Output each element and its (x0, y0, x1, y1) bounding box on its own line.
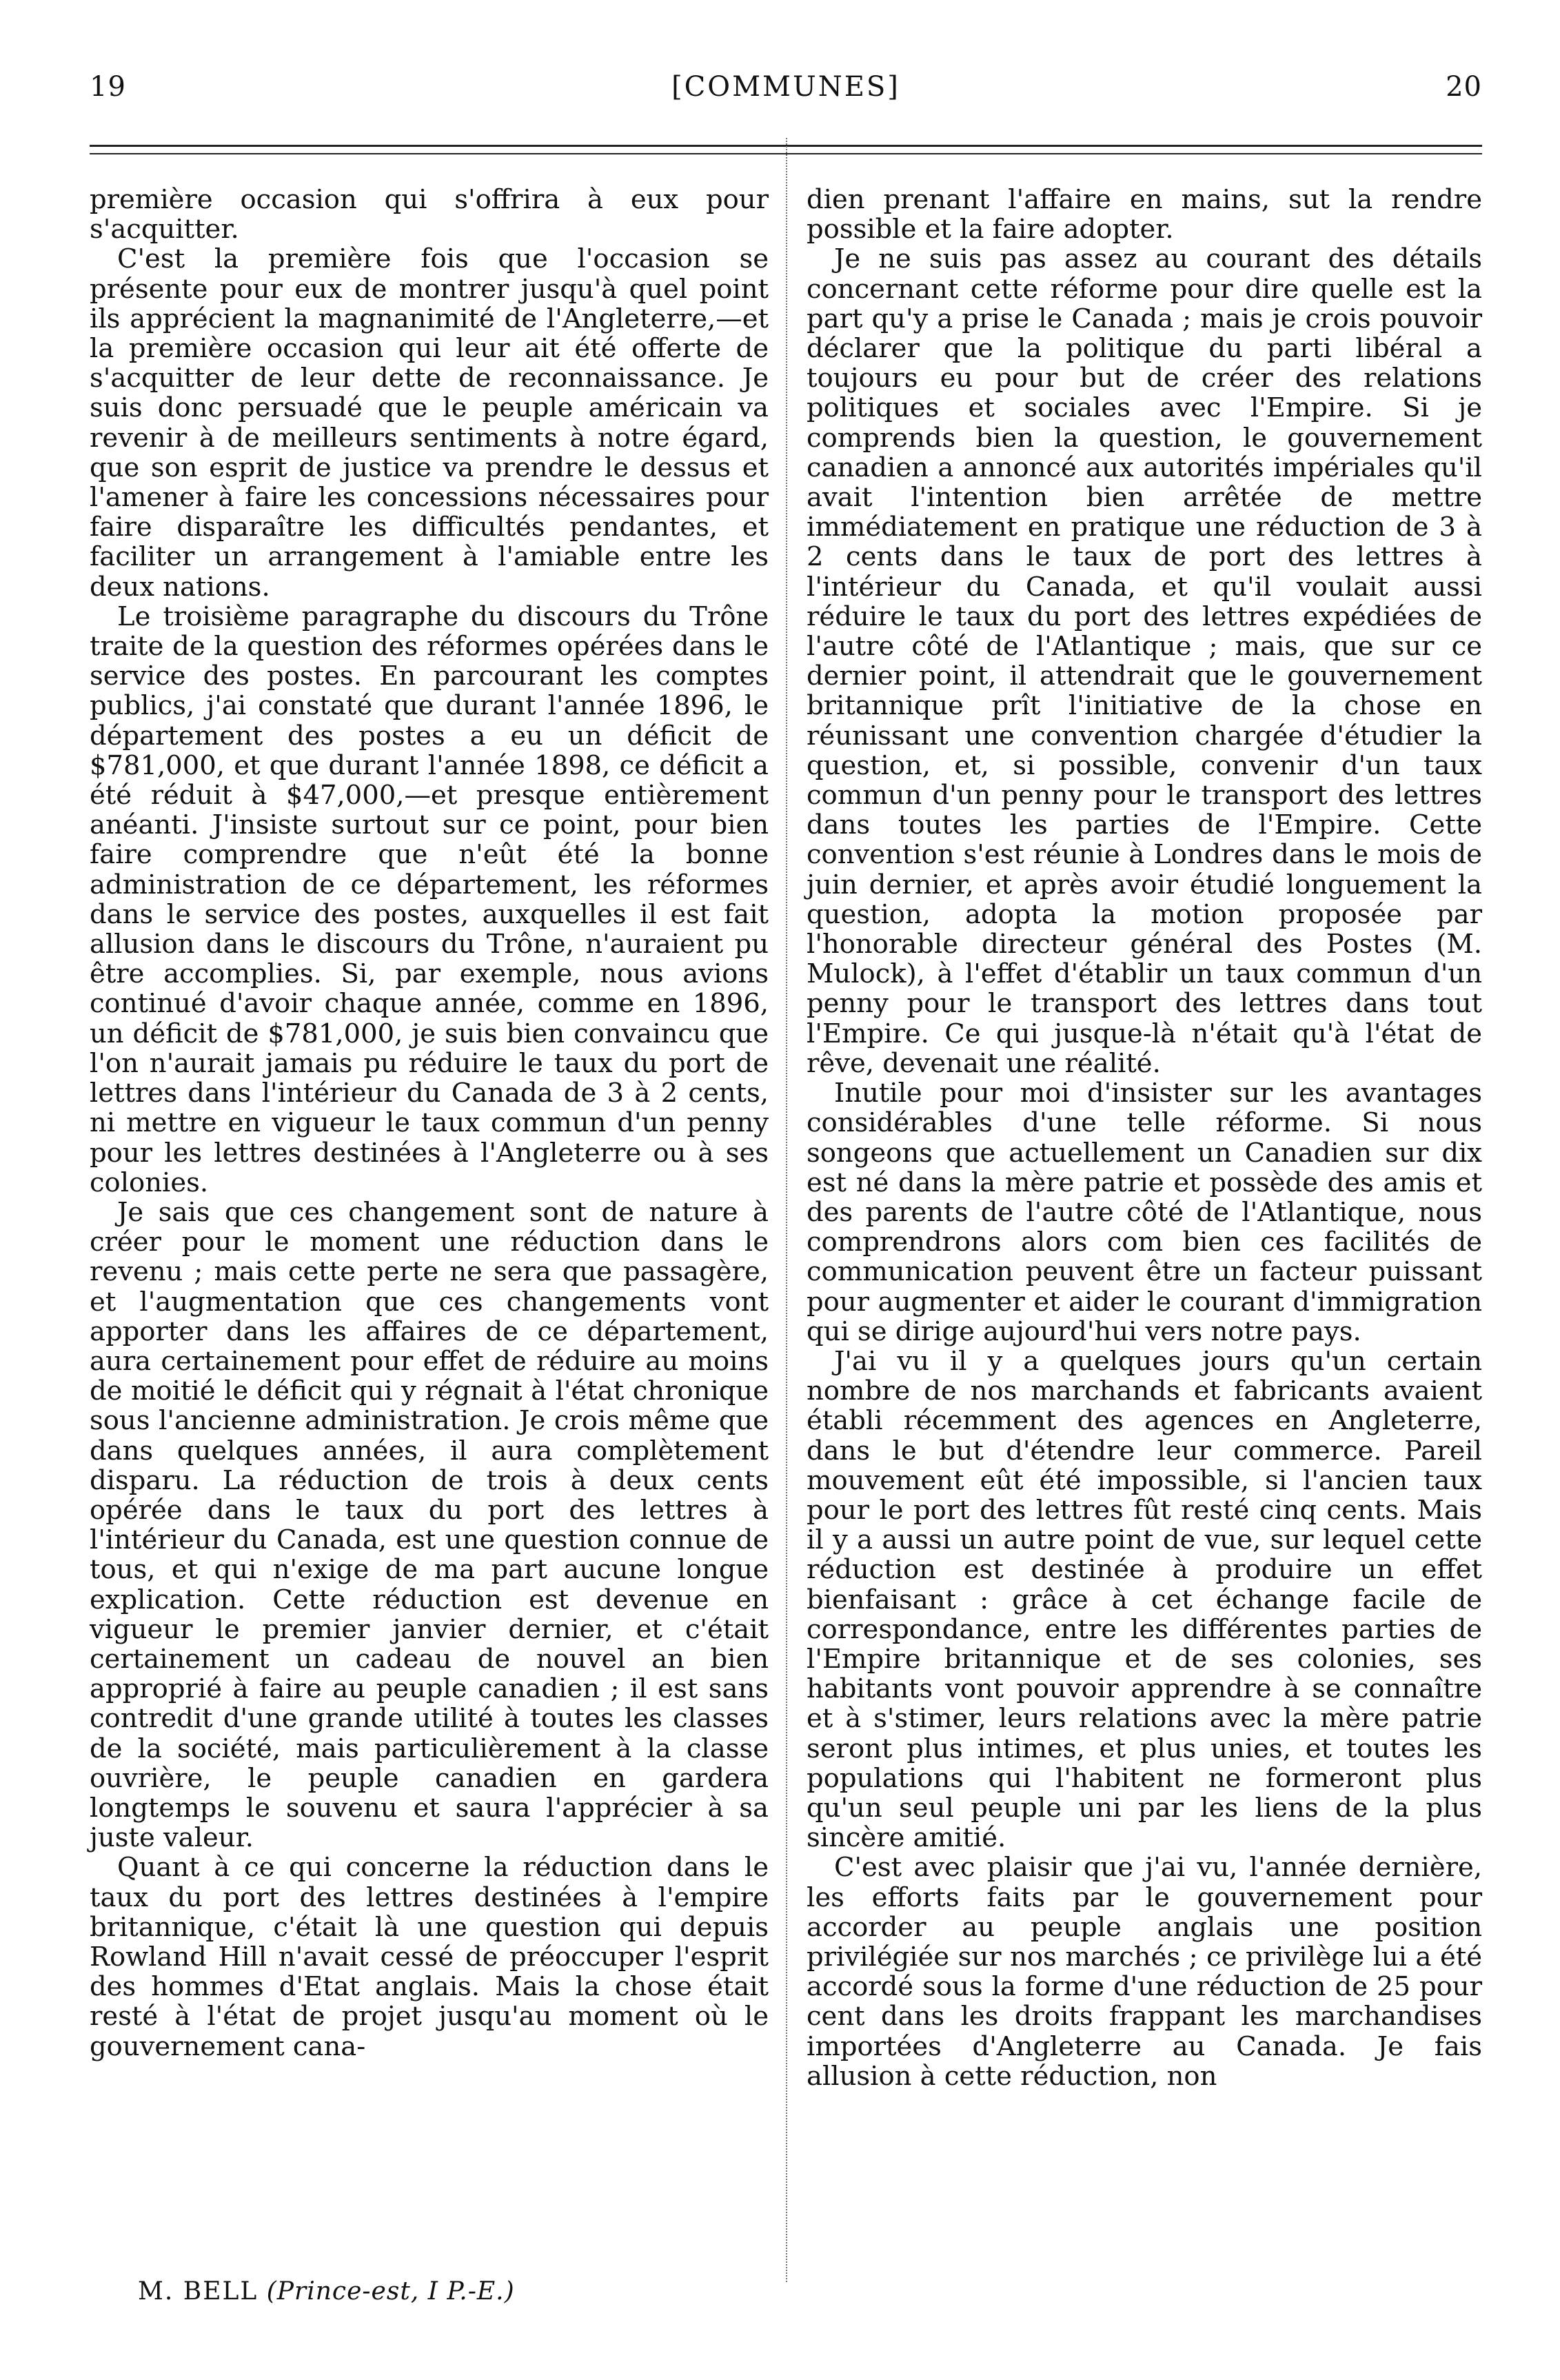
paragraph: première occasion qui s'offrira à eux pour s'acquitter. (90, 184, 769, 245)
left-column (90, 185, 769, 2061)
paragraph: Le troisième paragraphe du discours du Trône traite de la question des réformes opérées dans le service des postes. En parcourant les comptes publics, j'ai constaté que durant l'année 1896, le département des postes a eu un déficit de $781,000, et que durant l'année 1898, ce déficit a été réduit à $47,000,—et presque entièrement anéanti. J'insiste surtout sur ce point, pour bien faire comprendre que n'eût été la bonne administration de ce département, les réformes dans le service des postes, auxquelles il est fait allusion dans le discours du Trône, n'auraient pu être accomplies. Si, par exemple, nous avions continué d'avoir chaque année, comme en 1896, un déficit de $781,000, je suis bien convaincu que l'on n'aurait jamais pu réduire le taux du port de lettres dans l'intérieur du Canada de 3 à 2 cents, ni mettre en vigueur le taux commun d'un penny pour les lettres destinées à l'Angleterre ou à ses colonies. (90, 601, 769, 1198)
page-header (90, 66, 1482, 114)
page-number-right: 20 (1446, 71, 1482, 103)
paragraph: dien prenant l'affaire en mains, sut la rendre possible et la faire adopter. (807, 184, 1482, 245)
paragraph: C'est la première fois que l'occasion se présente pour eux de montrer jusqu'à quel point ils apprécient la magnanimité de l'Angleterre,—et la première occasion qui leur ait été offerte de s'acquitter de leur dette de reconnaissance. Je suis donc persuadé que le peuple américain va revenir à de meilleurs sentiments à notre égard, que son esprit de justice va prendre le dessus et l'amener à faire les concessions nécessaires pour faire disparaître les difficultés pendantes, et faciliter un arrangement à l'amiable entre les deux nations. (90, 243, 769, 603)
page-number-left: 19 (90, 71, 126, 103)
running-title: [COMMUNES] (671, 71, 900, 103)
paragraph: J'ai vu il y a quelques jours qu'un certain nombre de nos marchands et fabricants avaient établi récemment des agences en Angleterre, dans le but d'étendre leur commerce. Pareil mouvement eût été impossible, si l'ancien taux pour le port des lettres fût resté cinq cents. Mais il y a aussi un autre point de vue, sur lequel cette réduction est destinée à produire un effet bienfaisant : grâce à cet échange facile de correspondance, entre les différentes parties de l'Empire britannique et de ses colonies, ses habitants vont pouvoir apprendre à se connaître et à s'stimer, leurs relations avec la mère patrie seront plus intimes, et plus unies, et toutes les populations qui l'habitent ne formeront plus qu'un seul peuple uni par les liens de la plus sincère amitié. (807, 1345, 1482, 1854)
speaker-riding: (Prince-est, I P.-E.) (266, 2277, 515, 2306)
column-divider (786, 138, 787, 2282)
speaker-attribution (138, 2277, 515, 2307)
speaker-name: M. BELL (138, 2277, 259, 2306)
paragraph: Inutile pour moi d'insister sur les avantages considérables d'une telle réforme. Si nous songeons que actuellement un Canadien sur dix est né dans la mère patrie et possède des amis et des parents de l'autre côté de l'Atlantique, nous comprendrons alors com bien ces facilités de communication peuvent être un facteur puissant pour augmenter et aider le courant d'immigration qui se dirige aujourd'hui vers notre pays. (807, 1078, 1482, 1347)
paragraph: Quant à ce qui concerne la réduction dans le taux du port des lettres destinées à l'empire britannique, c'était là une question qui depuis Rowland Hill n'avait cessé de préoccuper l'esprit des hommes d'Etat anglais. Mais la chose était resté à l'état de projet jusqu'au moment où le gouvernement cana- (90, 1852, 769, 2062)
right-column (807, 185, 1482, 2091)
paragraph: Je sais que ces changement sont de nature à créer pour le moment une réduction dans le revenu ; mais cette perte ne sera que passagère, et l'augmentation que ces changements vont apporter dans les affaires de ce département, aura certainement pour effet de réduire au moins de moitié le déficit qui y régnait à l'état chronique sous l'ancienne administration. Je crois même que dans quelques années, il aura complètement disparu. La réduction de trois à deux cents opérée dans le taux du port des lettres à l'intérieur du Canada, est une question connue de tous, et qui n'exige de ma part aucune longue explication. Cette réduction est devenue en vigueur le premier janvier dernier, et c'était certainement un cadeau de nouvel an bien approprié à faire au peuple canadien ; il est sans contredit d'une grande utilité à toutes les classes de la société, mais particulièrement à la classe ouvrière, le peuple canadien en gardera longtemps le souvenu et saura l'apprécier à sa juste valeur. (90, 1196, 769, 1854)
paragraph: Je ne suis pas assez au courant des détails concernant cette réforme pour dire quelle est la part qu'y a prise le Canada ; mais je crois pouvoir déclarer que la politique du parti libéral a toujours eu pour but de créer des relations politiques et sociales avec l'Empire. Si je comprends bien la question, le gouvernement canadien a annoncé aux autorités impériales qu'il avait l'intention bien arrêtée de mettre immédiatement en pratique une réduction de 3 à 2 cents dans le taux de port des lettres à l'intérieur du Canada, et qu'il voulait aussi réduire le taux du port des lettres expédiées de l'autre côté de l'Atlantique ; mais, que sur ce dernier point, il attendrait que le gouvernement britannique prît l'initiative de la chose en réunissant une convention chargée d'étudier la question, et, si possible, convenir d'un taux commun d'un penny pour le transport des lettres dans toutes les parties de l'Empire. Cette convention s'est réunie à Londres dans le mois de juin dernier, et après avoir étudié longuement la question, adopta la motion proposée par l'honorable directeur général des Postes (M. Mulock), à l'effet d'établir un taux commun d'un penny pour le transport des lettres dans tout l'Empire. Ce qui jusque-là n'était qu'à l'état de rêve, devenait une réalité. (807, 243, 1482, 1079)
paragraph: C'est avec plaisir que j'ai vu, l'année dernière, les efforts faits par le gouvernement pour accorder au peuple anglais une position privilégiée sur nos marchés ; ce privilège lui a été accordé sous la forme d'une réduction de 25 pour cent dans les droits frappant les marchandises importées d'Angleterre au Canada. Je fais allusion à cette réduction, non (807, 1852, 1482, 2092)
